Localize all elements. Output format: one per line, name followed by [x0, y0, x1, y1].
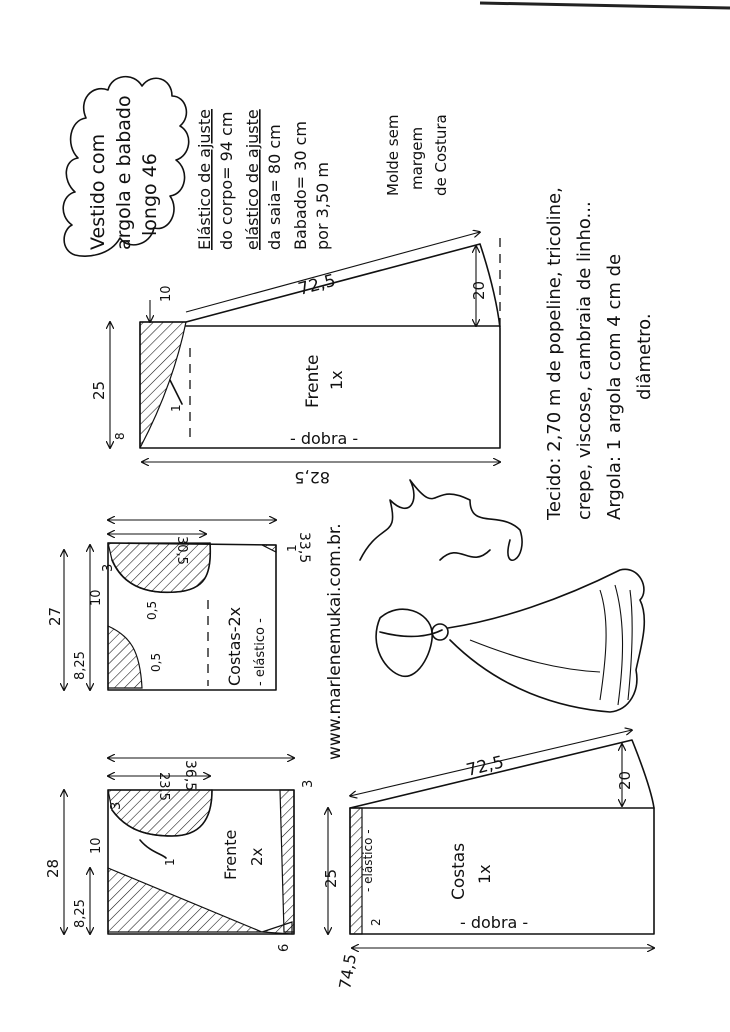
back-skirt-length-label: 72,5: [464, 752, 506, 781]
signature-text: Marlene Mukai: [0, 0, 8, 1]
front-bodice-f-label: 3: [301, 779, 316, 788]
front-skirt-count: 1x: [327, 370, 346, 390]
back-bodice-piece: [46, 520, 312, 690]
signature: [0, 0, 522, 560]
fabric-line-4: diâmetro.: [634, 313, 655, 400]
back-bodice-f-label: 1: [285, 544, 299, 552]
front-bodice-c-label: 3: [109, 801, 124, 810]
front-bodice-piece: [44, 758, 316, 952]
title-line-3: longo 46: [139, 153, 161, 236]
front-skirt-waist-hatch: [140, 322, 186, 448]
back-skirt-label: Costas: [449, 842, 469, 900]
back-skirt-elastic: - elástico -: [361, 829, 375, 892]
front-skirt-small-label: 8: [113, 432, 127, 440]
title-block: [63, 77, 189, 257]
back-bodice-label: Costas-2x: [225, 606, 244, 686]
front-bodice-a-label: 8,25: [73, 899, 88, 928]
note-line-1: Elástico de ajuste: [195, 108, 214, 250]
scan-edge: [480, 3, 730, 8]
back-bodice-b-label: 10: [89, 589, 104, 606]
front-bodice-width-label: 28: [44, 858, 62, 878]
back-skirt-small-label: 2: [369, 918, 383, 926]
seam-note: [384, 114, 450, 196]
back-bodice-inner-label: 30,5: [174, 536, 189, 565]
note-line-6: por 3,50 m: [313, 162, 332, 250]
front-skirt-notch-label: 1: [169, 404, 183, 412]
seam-line-2: margem: [408, 126, 426, 190]
front-skirt-notch: [170, 380, 182, 404]
front-skirt-side-label: 25: [90, 380, 108, 400]
back-bodice-a-label: 8,25: [73, 651, 88, 680]
front-skirt-width-label: 82,5: [294, 468, 330, 487]
title-line-1: Vestido com: [87, 133, 109, 250]
back-bodice-e-label: 0,5: [149, 652, 163, 672]
front-bodice-b-label: 10: [89, 837, 104, 854]
front-skirt-fold: - dobra -: [290, 429, 359, 448]
fabric-line-3: Argola: 1 argola com 4 cm de: [604, 253, 625, 520]
title-line-2: argola e babado: [113, 95, 135, 250]
back-bodice-d-label: 0,5: [145, 600, 159, 620]
notes-block: [195, 109, 332, 250]
front-bodice-dart-arrow: [140, 840, 166, 858]
ring-icon: [432, 624, 448, 640]
website-text: www.marlenemukai.com.br.: [325, 523, 345, 760]
seam-line-3: de Costura: [432, 114, 450, 196]
front-bodice-total-label: 36,5: [182, 760, 198, 792]
back-bodice-width-label: 27: [46, 606, 64, 626]
front-bodice-side-hatch: [280, 790, 294, 932]
back-skirt-piece: [322, 730, 654, 991]
back-bodice-c-label: 3: [101, 563, 116, 572]
front-skirt-hem-label: 20: [470, 280, 488, 300]
back-skirt-width-label: 74,5: [335, 952, 361, 991]
note-line-4: da saia= 80 cm: [265, 124, 284, 250]
dress-sketch: [376, 569, 644, 712]
front-bodice-e-label: 6: [277, 943, 292, 952]
back-bodice-neck-hatch: [108, 626, 142, 688]
front-bodice-label: Frente: [221, 829, 240, 880]
back-bodice-elastic: - elástico -: [253, 618, 268, 686]
fabric-block: [544, 187, 655, 521]
back-skirt-hem-label: 20: [616, 770, 634, 790]
note-line-2: do corpo= 94 cm: [217, 111, 236, 250]
front-bodice-d-label: 1: [163, 858, 177, 866]
back-skirt-fold: - dobra -: [460, 913, 529, 932]
front-bodice-count: 2x: [248, 847, 266, 866]
fabric-line-2: crepe, viscose, cambraia de linho...: [574, 201, 595, 520]
front-skirt-label: Frente: [303, 354, 323, 408]
front-skirt-piece: [90, 232, 500, 487]
note-line-5: Babado= 30 cm: [291, 120, 310, 250]
front-bodice-corner-hatch: [262, 922, 292, 934]
back-bodice-side-hatch: [262, 545, 276, 552]
seam-line-1: Molde sem: [384, 114, 402, 196]
fabric-line-1: Tecido: 2,70 m de popeline, tricoline,: [544, 187, 565, 520]
back-bodice-armhole-hatch-top: [108, 543, 210, 592]
back-skirt-count: 1x: [475, 864, 494, 884]
back-skirt-side-label: 25: [322, 868, 340, 888]
back-bodice-total-label: 33,5: [296, 532, 312, 564]
front-bodice-inner-label: 23,5: [156, 772, 171, 801]
front-skirt-length-label: 72,5: [296, 270, 338, 300]
front-skirt-waist-label: 10: [159, 285, 174, 302]
note-line-3: elástico de ajuste: [243, 109, 262, 250]
